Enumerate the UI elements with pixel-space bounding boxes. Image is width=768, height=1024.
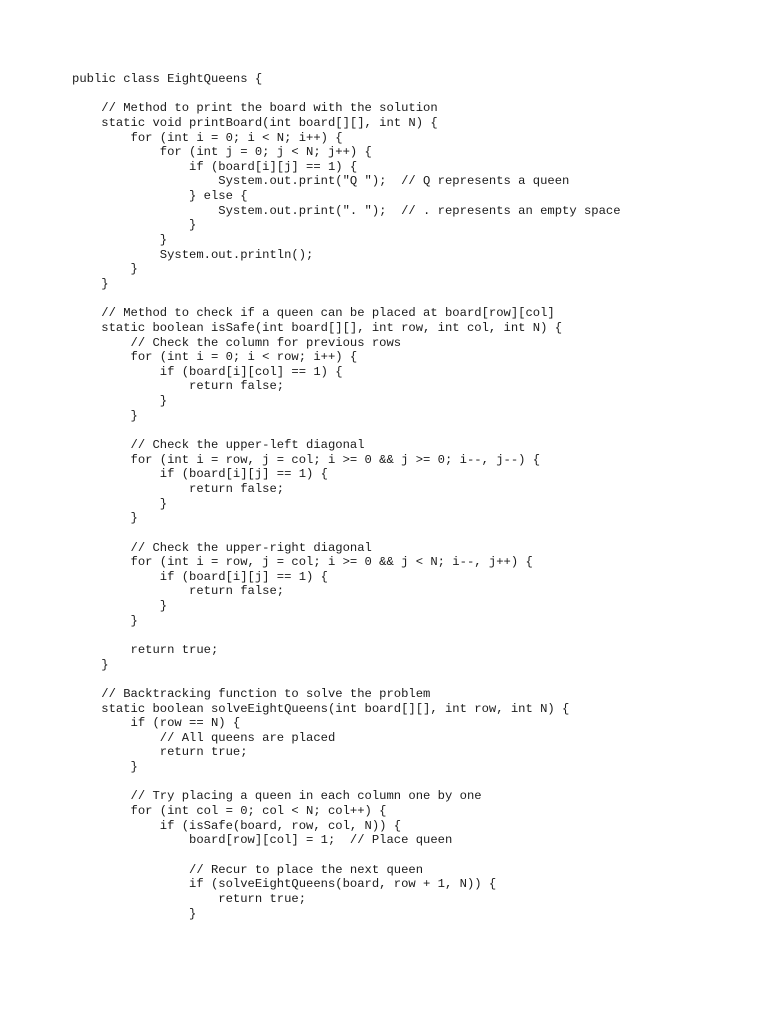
code-line: return true; <box>72 891 307 906</box>
code-line: if (board[i][j] == 1) { <box>72 467 328 482</box>
code-line <box>72 526 621 541</box>
code-line: } <box>72 906 197 921</box>
code-line: } <box>72 408 138 423</box>
code-line <box>72 848 621 863</box>
code-line: } <box>72 276 109 291</box>
code-line: return true; <box>72 642 219 657</box>
code-line: for (int i = 0; i < row; i++) { <box>72 350 358 365</box>
code-line: } else { <box>72 189 248 204</box>
code-line: } <box>72 262 138 277</box>
code-line: public class EightQueens { <box>72 72 263 86</box>
code-line: // Check the column for previous rows <box>72 335 402 350</box>
code-line: } <box>72 657 109 672</box>
code-line: // Try placing a queen in each column one by one <box>72 789 482 804</box>
code-line: // Method to print the board with the solution <box>72 101 438 116</box>
code-line <box>72 423 621 438</box>
code-line: // Backtracking function to solve the problem <box>72 686 431 701</box>
code-line: if (solveEightQueens(board, row + 1, N)) { <box>72 877 497 892</box>
code-line: return false; <box>72 481 285 496</box>
code-line: System.out.println(); <box>72 247 314 262</box>
code-line: for (int i = row, j = col; i >= 0 && j >= 0; i--, j--) { <box>72 452 541 467</box>
code-line <box>72 292 621 307</box>
code-line: // Check the upper-left diagonal <box>72 438 365 453</box>
code-line: // Recur to place the next queen <box>72 862 424 877</box>
code-line: // Method to check if a queen can be placed at board[row][col] <box>72 306 555 321</box>
code-line: return false; <box>72 379 285 394</box>
code-line: if (board[i][col] == 1) { <box>72 364 343 379</box>
code-line: } <box>72 613 138 628</box>
code-line: } <box>72 760 138 775</box>
code-line: } <box>72 233 168 248</box>
code-line: static boolean isSafe(int board[][], int row, int col, int N) { <box>72 320 563 335</box>
code-line: static boolean solveEightQueens(int board[][], int row, int N) { <box>72 701 570 716</box>
code-line: // Check the upper-right diagonal <box>72 540 372 555</box>
code-line <box>72 672 621 687</box>
code-line <box>72 775 621 790</box>
code-line: board[row][col] = 1; // Place queen <box>72 833 453 848</box>
code-line: } <box>72 394 168 409</box>
code-line: static void printBoard(int board[][], int N) { <box>72 115 438 130</box>
code-line: System.out.print("Q "); // Q represents a queen <box>72 174 570 189</box>
code-line: for (int j = 0; j < N; j++) { <box>72 145 372 160</box>
code-line: for (int i = row, j = col; i >= 0 && j < N; i--, j++) { <box>72 555 533 570</box>
code-line: } <box>72 511 138 526</box>
code-line: } <box>72 599 168 614</box>
code-line: } <box>72 218 197 233</box>
code-line: if (board[i][j] == 1) { <box>72 569 328 584</box>
code-line: return true; <box>72 745 248 760</box>
code-line <box>72 628 621 643</box>
code-listing <box>72 72 621 921</box>
code-line: if (board[i][j] == 1) { <box>72 159 358 174</box>
code-line: for (int i = 0; i < N; i++) { <box>72 130 343 145</box>
code-line: for (int col = 0; col < N; col++) { <box>72 804 387 819</box>
code-line: return false; <box>72 584 285 599</box>
code-line <box>72 87 621 102</box>
code-line: if (isSafe(board, row, col, N)) { <box>72 818 402 833</box>
code-line: // All queens are placed <box>72 730 336 745</box>
code-line: } <box>72 496 168 511</box>
code-line: System.out.print(". "); // . represents an empty space <box>72 203 621 218</box>
code-line: if (row == N) { <box>72 716 241 731</box>
